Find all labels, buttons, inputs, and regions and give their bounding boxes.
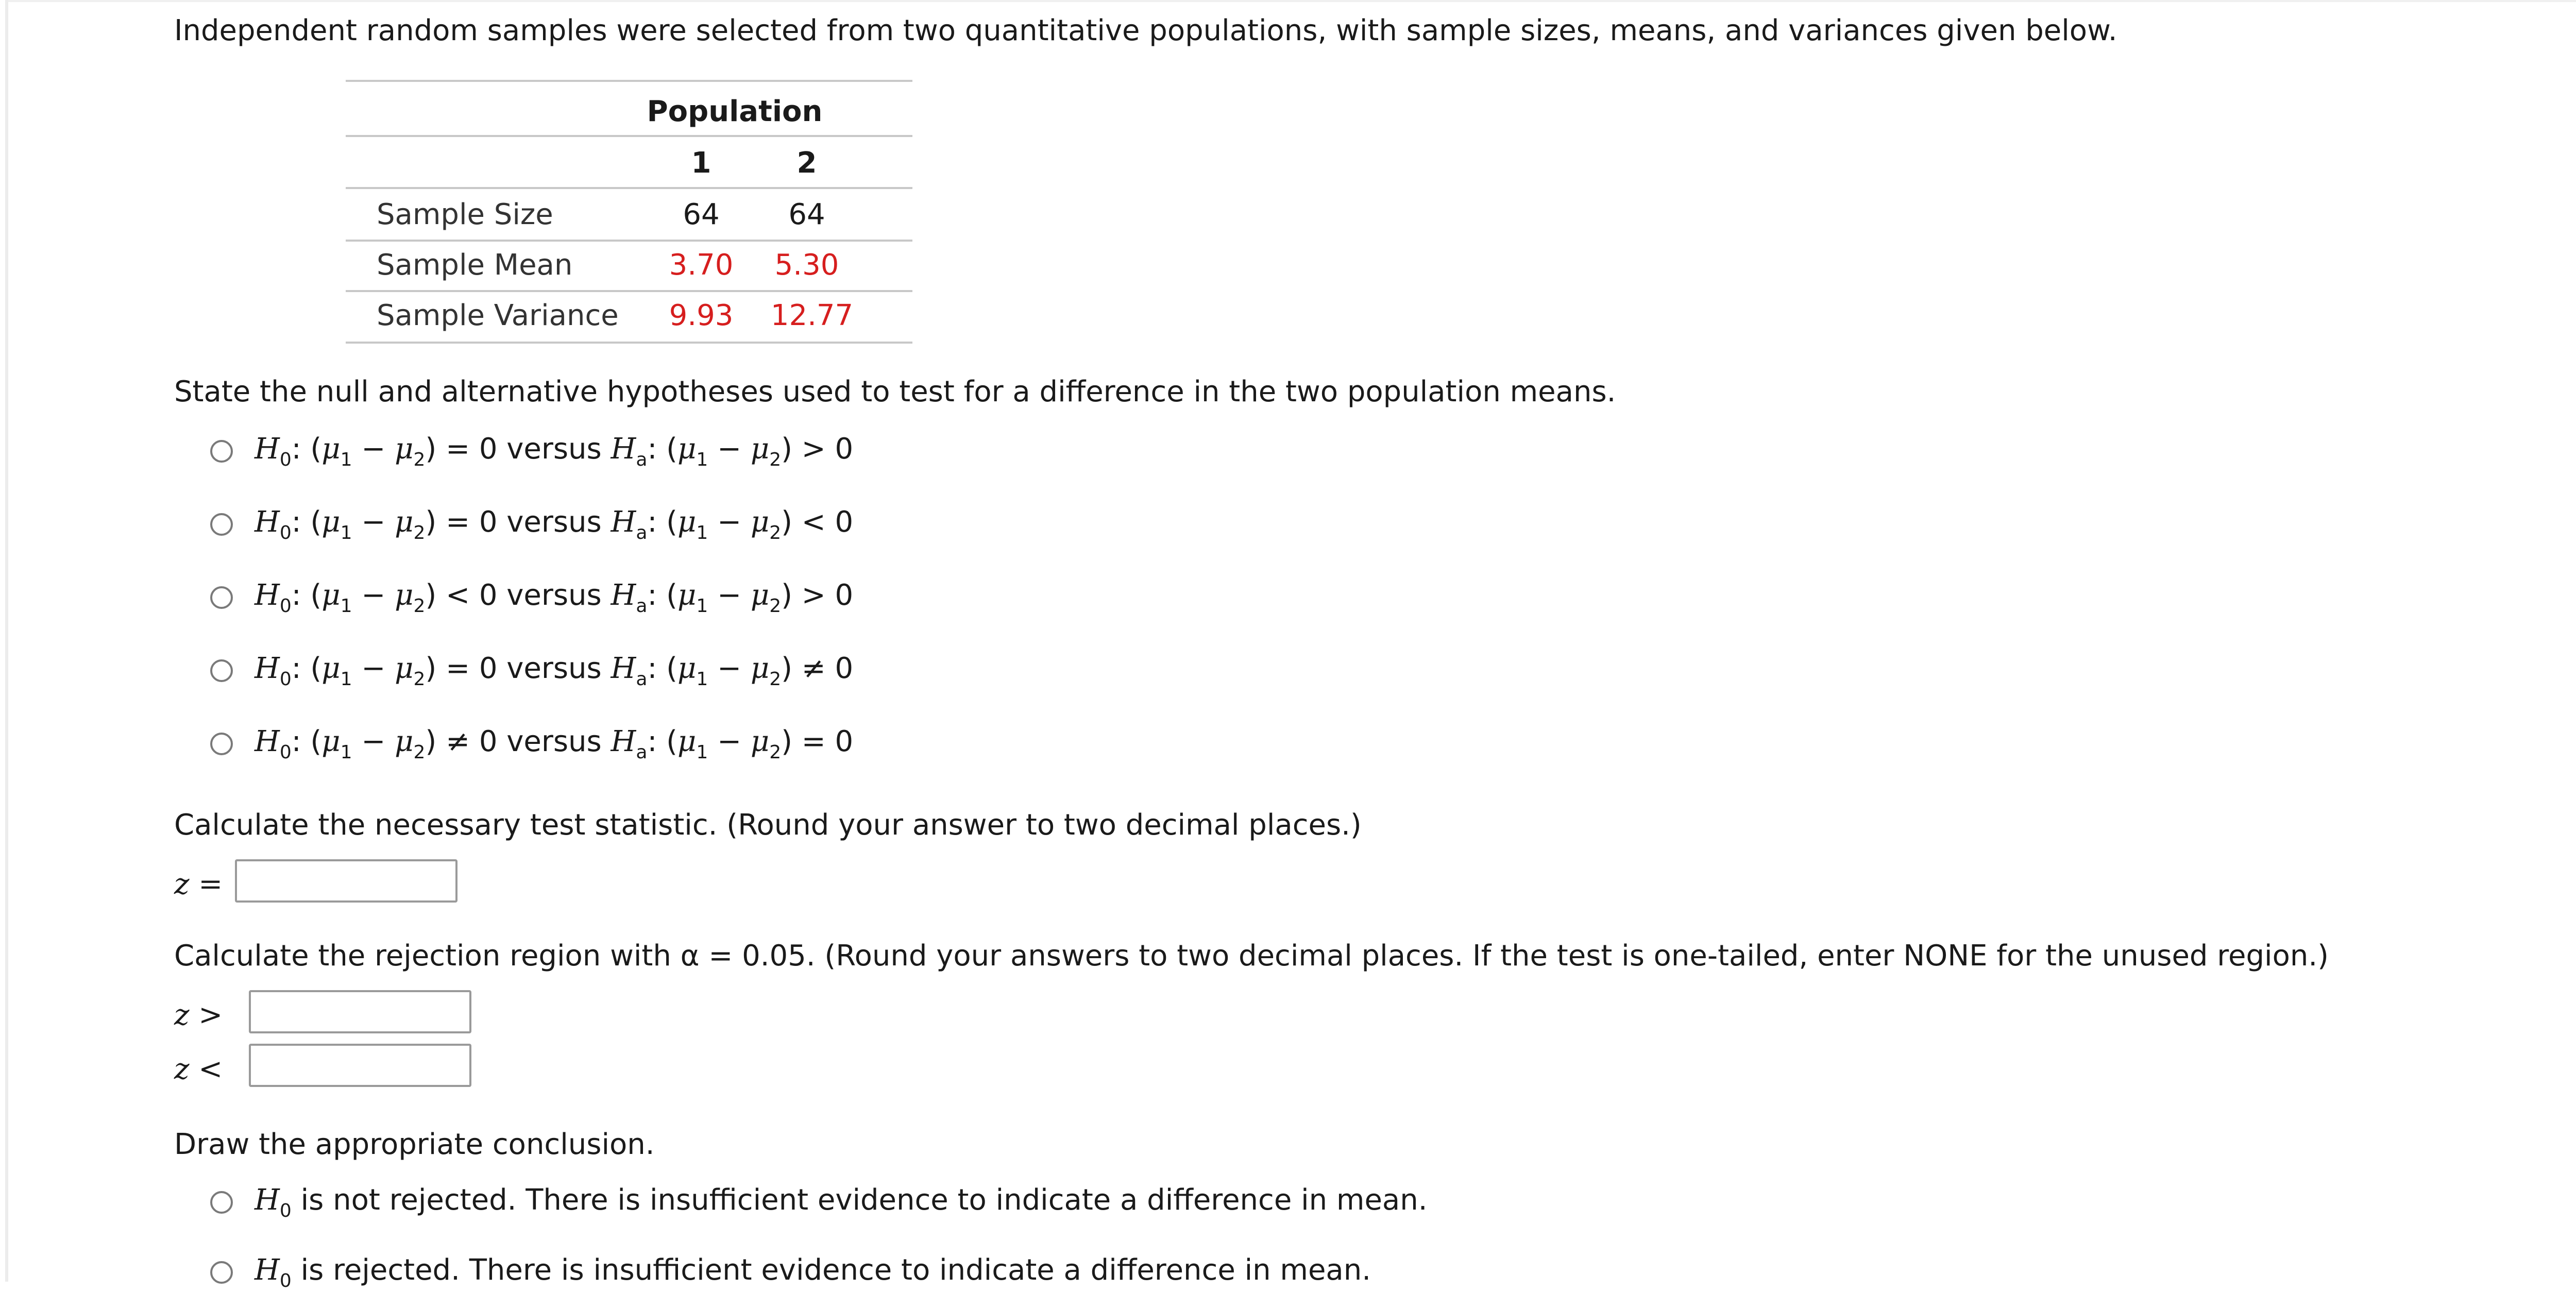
conclusion-option-2[interactable] <box>210 1253 1371 1292</box>
q4-prompt: Draw the appropriate conclusion. <box>174 1128 655 1161</box>
conclusion-text: $H_0$ is not rejected. There is insufficient evidence to indicate a difference in mean. <box>255 1183 1428 1221</box>
radio-button[interactable] <box>210 659 233 682</box>
left-border <box>5 0 8 1282</box>
q1-prompt: State the null and alternative hypotheses used to test for a difference in the two population means. <box>174 375 1616 409</box>
table-col-header-1: 1 <box>691 146 711 180</box>
hypothesis-text: $H_0$: $(\mu_1 - \mu_2) \ne 0$ versus $H_a$: $(\mu_1 - \mu_2) = 0$ <box>255 725 854 763</box>
z-lower-label: z < <box>174 1052 223 1086</box>
table-cell: 3.70 <box>669 248 734 282</box>
hypothesis-option-1[interactable] <box>210 432 853 471</box>
hypothesis-option-3[interactable] <box>210 578 853 617</box>
row-label: Sample Size <box>377 198 553 231</box>
table-cell: 64 <box>683 198 720 231</box>
radio-button[interactable] <box>210 1191 233 1214</box>
table-rule-top <box>346 80 912 82</box>
hypothesis-text: $H_0$: $(\mu_1 - \mu_2) = 0$ versus $H_a$: $(\mu_1 - \mu_2) \ne 0$ <box>255 652 854 690</box>
table-rule <box>346 187 912 189</box>
intro-text: Independent random samples were selected from two quantitative populations, with sample sizes, means, and variances given below. <box>174 14 2117 47</box>
table-cell: 12.77 <box>770 299 854 332</box>
radio-button[interactable] <box>210 1261 233 1284</box>
z-label: z = <box>174 868 223 901</box>
table-rule <box>346 135 912 137</box>
row-label: Sample Mean <box>377 248 573 282</box>
upper-rejection-input[interactable] <box>249 990 471 1033</box>
conclusion-option-1[interactable] <box>210 1183 1428 1222</box>
test-statistic-input[interactable] <box>235 859 457 903</box>
radio-button[interactable] <box>210 586 233 609</box>
hypothesis-option-2[interactable] <box>210 505 853 544</box>
table-cell: 5.30 <box>774 248 839 282</box>
table-col-header-2: 2 <box>796 146 817 180</box>
window-top-edge <box>8 0 2576 2</box>
hypothesis-text: $H_0$: $(\mu_1 - \mu_2) < 0$ versus $H_a$: $(\mu_1 - \mu_2) > 0$ <box>255 579 854 617</box>
conclusion-text: $H_0$ is rejected. There is insufficient evidence to indicate a difference in mean. <box>255 1253 1371 1291</box>
z-upper-label: z > <box>174 998 223 1032</box>
radio-button[interactable] <box>210 440 233 463</box>
table-rule <box>346 240 912 242</box>
table-rule-bottom <box>346 342 912 344</box>
q3-prompt: Calculate the rejection region with α = 0.05. (Round your answers to two decimal places. If the test is one-tailed, enter NONE for the unused region.) <box>174 939 2329 973</box>
table-cell: 64 <box>788 198 825 231</box>
hypothesis-text: $H_0$: $(\mu_1 - \mu_2) = 0$ versus $H_a$: $(\mu_1 - \mu_2) < 0$ <box>255 505 854 543</box>
hypothesis-option-5[interactable] <box>210 724 853 763</box>
hypothesis-text: $H_0$: $(\mu_1 - \mu_2) = 0$ versus $H_a$: $(\mu_1 - \mu_2) > 0$ <box>255 432 854 470</box>
table-cell: 9.93 <box>669 299 734 332</box>
data-table <box>346 80 912 348</box>
radio-button[interactable] <box>210 733 233 755</box>
hypothesis-option-4[interactable] <box>210 651 853 690</box>
radio-button[interactable] <box>210 513 233 536</box>
table-rule <box>346 290 912 292</box>
q2-prompt: Calculate the necessary test statistic. (Round your answer to two decimal places.) <box>174 808 1362 842</box>
lower-rejection-input[interactable] <box>249 1044 471 1087</box>
row-label: Sample Variance <box>377 299 619 332</box>
table-group-header: Population <box>647 95 823 128</box>
